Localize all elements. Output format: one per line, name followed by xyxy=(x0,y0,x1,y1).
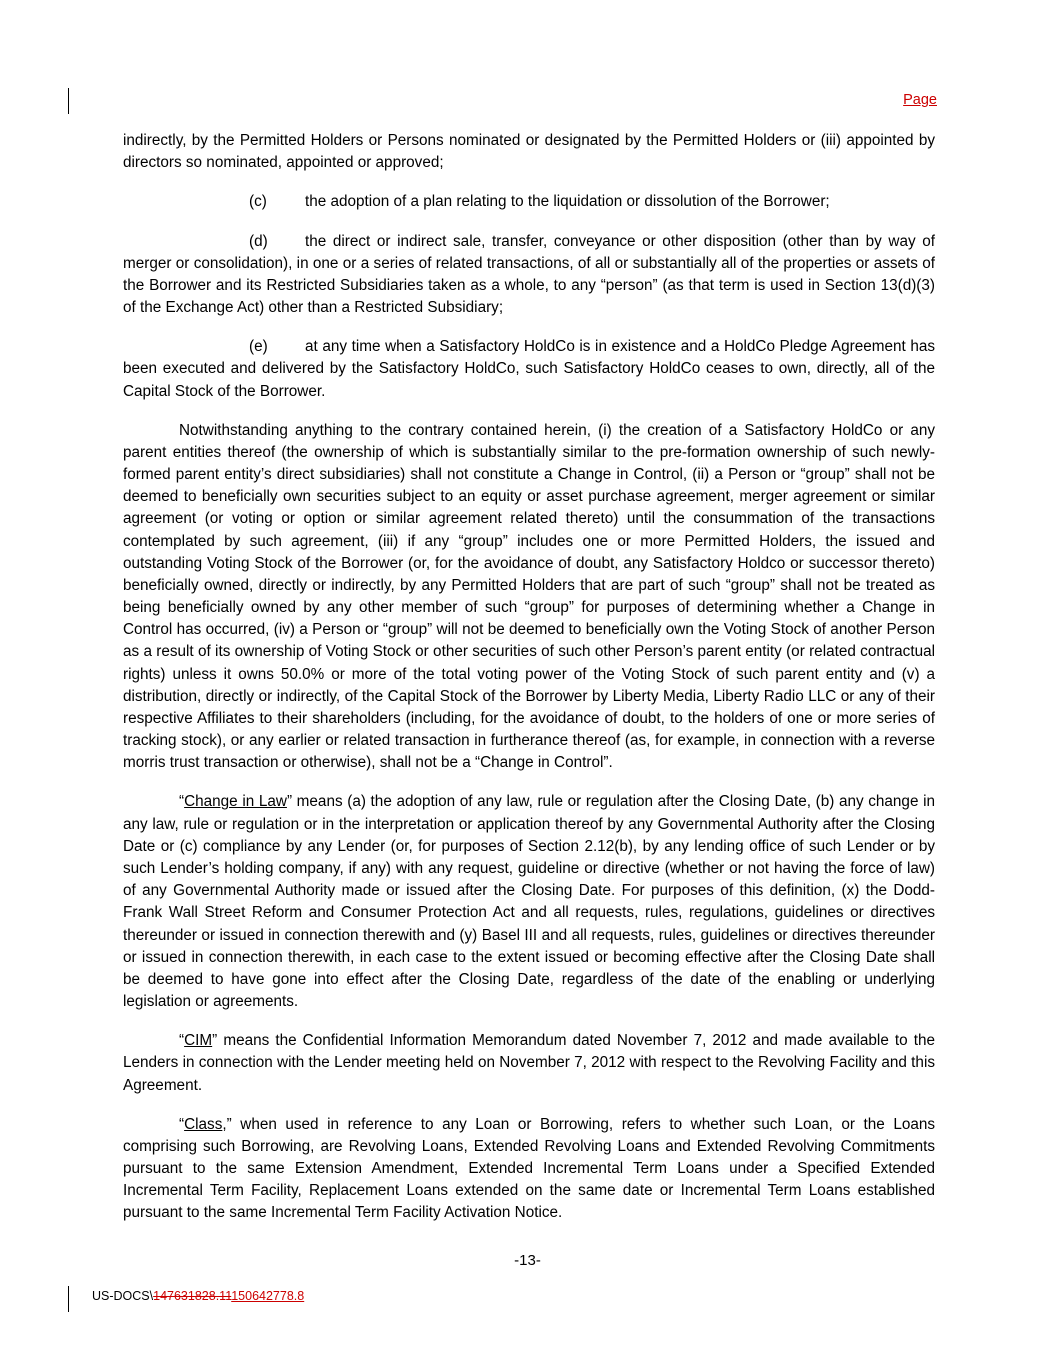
clause-e-text: at any time when a Satisfactory HoldCo is in existence and a HoldCo Pledge Agreement has been executed and delivered by the Satisfactory HoldCo, such Satisfactory HoldCo ceases to own, directly, all of the Capital Stock of the Borrower. xyxy=(123,338,935,400)
clause-e-marker: (e) xyxy=(249,338,268,356)
definition-term-change-in-law: Change in Law xyxy=(184,793,287,811)
paragraph-continuation: indirectly, by the Permitted Holders or Persons nominated or designated by the Permitted Holders or (iii) appointed by directors so nominated, appointed or approved; xyxy=(123,132,935,172)
definition-quote-open-3: “ xyxy=(179,1115,185,1133)
definition-class xyxy=(123,1114,935,1225)
definition-body-cim: means the Confidential Information Memorandum dated November 7, 2012 and made available to the Lenders in connection with the Lender meeting held on November 7, 2012 with respect to the Revolving Facility and this Agreement. xyxy=(123,1032,935,1094)
paragraph-notwithstanding: Notwithstanding anything to the contrary contained herein, (i) the creation of a Satisfactory HoldCo or any parent entities thereof (the ownership of which is substantially similar to the pre-formation ownership of such newly-formed parent entity’s direct subsidiaries) shall not constitute a Change in Control, (ii) a Person or “group” shall not be deemed to beneficially own securities subject to an equity or asset purchase agreement, merger agreement or similar agreement (or voting or option or similar agreement related thereto) until the consummation of the transactions contemplated by such agreement, (iii) if any “group” includes one or more Permitted Holders, the issued and outstanding Voting Stock of the Borrower (or, for the avoidance of doubt, any Satisfactory Holdco or successor thereto) beneficially owned, directly or indirectly, by any Permitted Holders that are part of such “group” shall not be treated as being beneficially owned by any other member of such “group” for purposes of determining whether a Change in Control has occurred, (iv) a Person or “group” will not be deemed to beneficially own the Voting Stock of another Person as a result of its ownership of Voting Stock or other securities of such other Person’s parent entity (or related contractual rights) unless it owns 50.0% or more of the total voting power of the Voting Stock of such parent entity and (v) a distribution, directly or indirectly, of the Capital Stock of the Borrower by Liberty Media, Liberty Radio LLC or any of their respective Affiliates to their shareholders (including, for the avoidance of doubt, to the holders of one or more series of tracking stock), or any earlier or related transaction in furtherance thereof (as, for example, in connection with a reverse morris trust transaction or otherwise), shall not be a “Change in Control”. xyxy=(123,421,935,772)
definition-body-class: when used in reference to any Loan or Borrowing, refers to whether such Loan, or the Loans comprising such Borrowing, are Revolving Loans, Extended Revolving Loans and Extended Revolving Commitments pursuant to the same Extension Amendment, Extended Incremental Term Loans under a Specified Extended Incremental Term Facility, Replacement Loans extended on the same date or Incremental Term Loans established pursuant to the same Incremental Term Facility Activation Notice. xyxy=(123,1115,935,1222)
definition-quote-close-1: ” xyxy=(286,793,293,811)
definition-term-class: Class xyxy=(184,1115,223,1133)
header-page-label: Page xyxy=(903,92,937,108)
clause-e xyxy=(123,336,935,403)
definition-change-in-law xyxy=(123,791,935,1013)
clause-d xyxy=(123,231,935,320)
clause-c-marker: (c) xyxy=(249,193,267,211)
footer-docid-inserted: 150642778.8 xyxy=(231,1289,305,1303)
footer-docid-prefix: US-DOCS\ xyxy=(92,1289,154,1303)
revision-change-bar-bottom xyxy=(68,1286,69,1312)
definition-body-change-in-law: means (a) the adoption of any law, rule or regulation after the Closing Date, (b) any change in any law, rule or regulation or in the interpretation or application thereof by any Governmental Authority after the Closing Date or (c) compliance by any Lender (or, for purposes of Section 2.12(b), by any lending office of such Lender or by such Lender’s holding company, if any) with any request, guideline or directive (whether or not having the force of law) of any Governmental Authority made or issued after the Closing Date. For purposes of this definition, (x) the Dodd-Frank Wall Street Reform and Consumer Protection Act and all requests, rules, regulations, guidelines or directives thereunder or issued in connection therewith and (y) Basel III and all requests, rules, guidelines or directives thereunder or issued in connection therewith, in each case to the extent issued or becoming effective after the Closing Date shall be deemed to have gone into effect after the Closing Date, regardless of the date of the enabling or underlying legislation or agreements. xyxy=(123,793,935,1011)
definition-cim xyxy=(123,1030,935,1097)
footer-page-number: -13- xyxy=(514,1252,541,1269)
definition-quote-open-2: “ xyxy=(179,1032,185,1050)
footer-document-id xyxy=(92,1289,304,1303)
revision-change-bar-top xyxy=(68,88,69,114)
definition-term-cim: CIM xyxy=(184,1032,213,1050)
clause-c-text: the adoption of a plan relating to the liquidation or dissolution of the Borrower; xyxy=(305,193,830,211)
footer-docid-deleted: 147631828.11 xyxy=(153,1289,232,1303)
clause-c xyxy=(123,191,935,213)
clause-d-text: the direct or indirect sale, transfer, conveyance or other disposition (other than by way of merger or consolidation), in one or a series of related transactions, of all or substantially all of the properties or assets of the Borrower and its Restricted Subsidiaries taken as a whole, to any “person” (as that term is used in Section 13(d)(3) of the Exchange Act) other than a Restricted Subsidiary; xyxy=(123,232,935,317)
definition-quote-close-3: ,” xyxy=(222,1115,232,1133)
definition-quote-open-1: “ xyxy=(179,793,185,811)
clause-d-marker: (d) xyxy=(249,232,268,250)
definition-quote-close-2: ” xyxy=(212,1032,218,1050)
document-body xyxy=(123,130,935,1242)
